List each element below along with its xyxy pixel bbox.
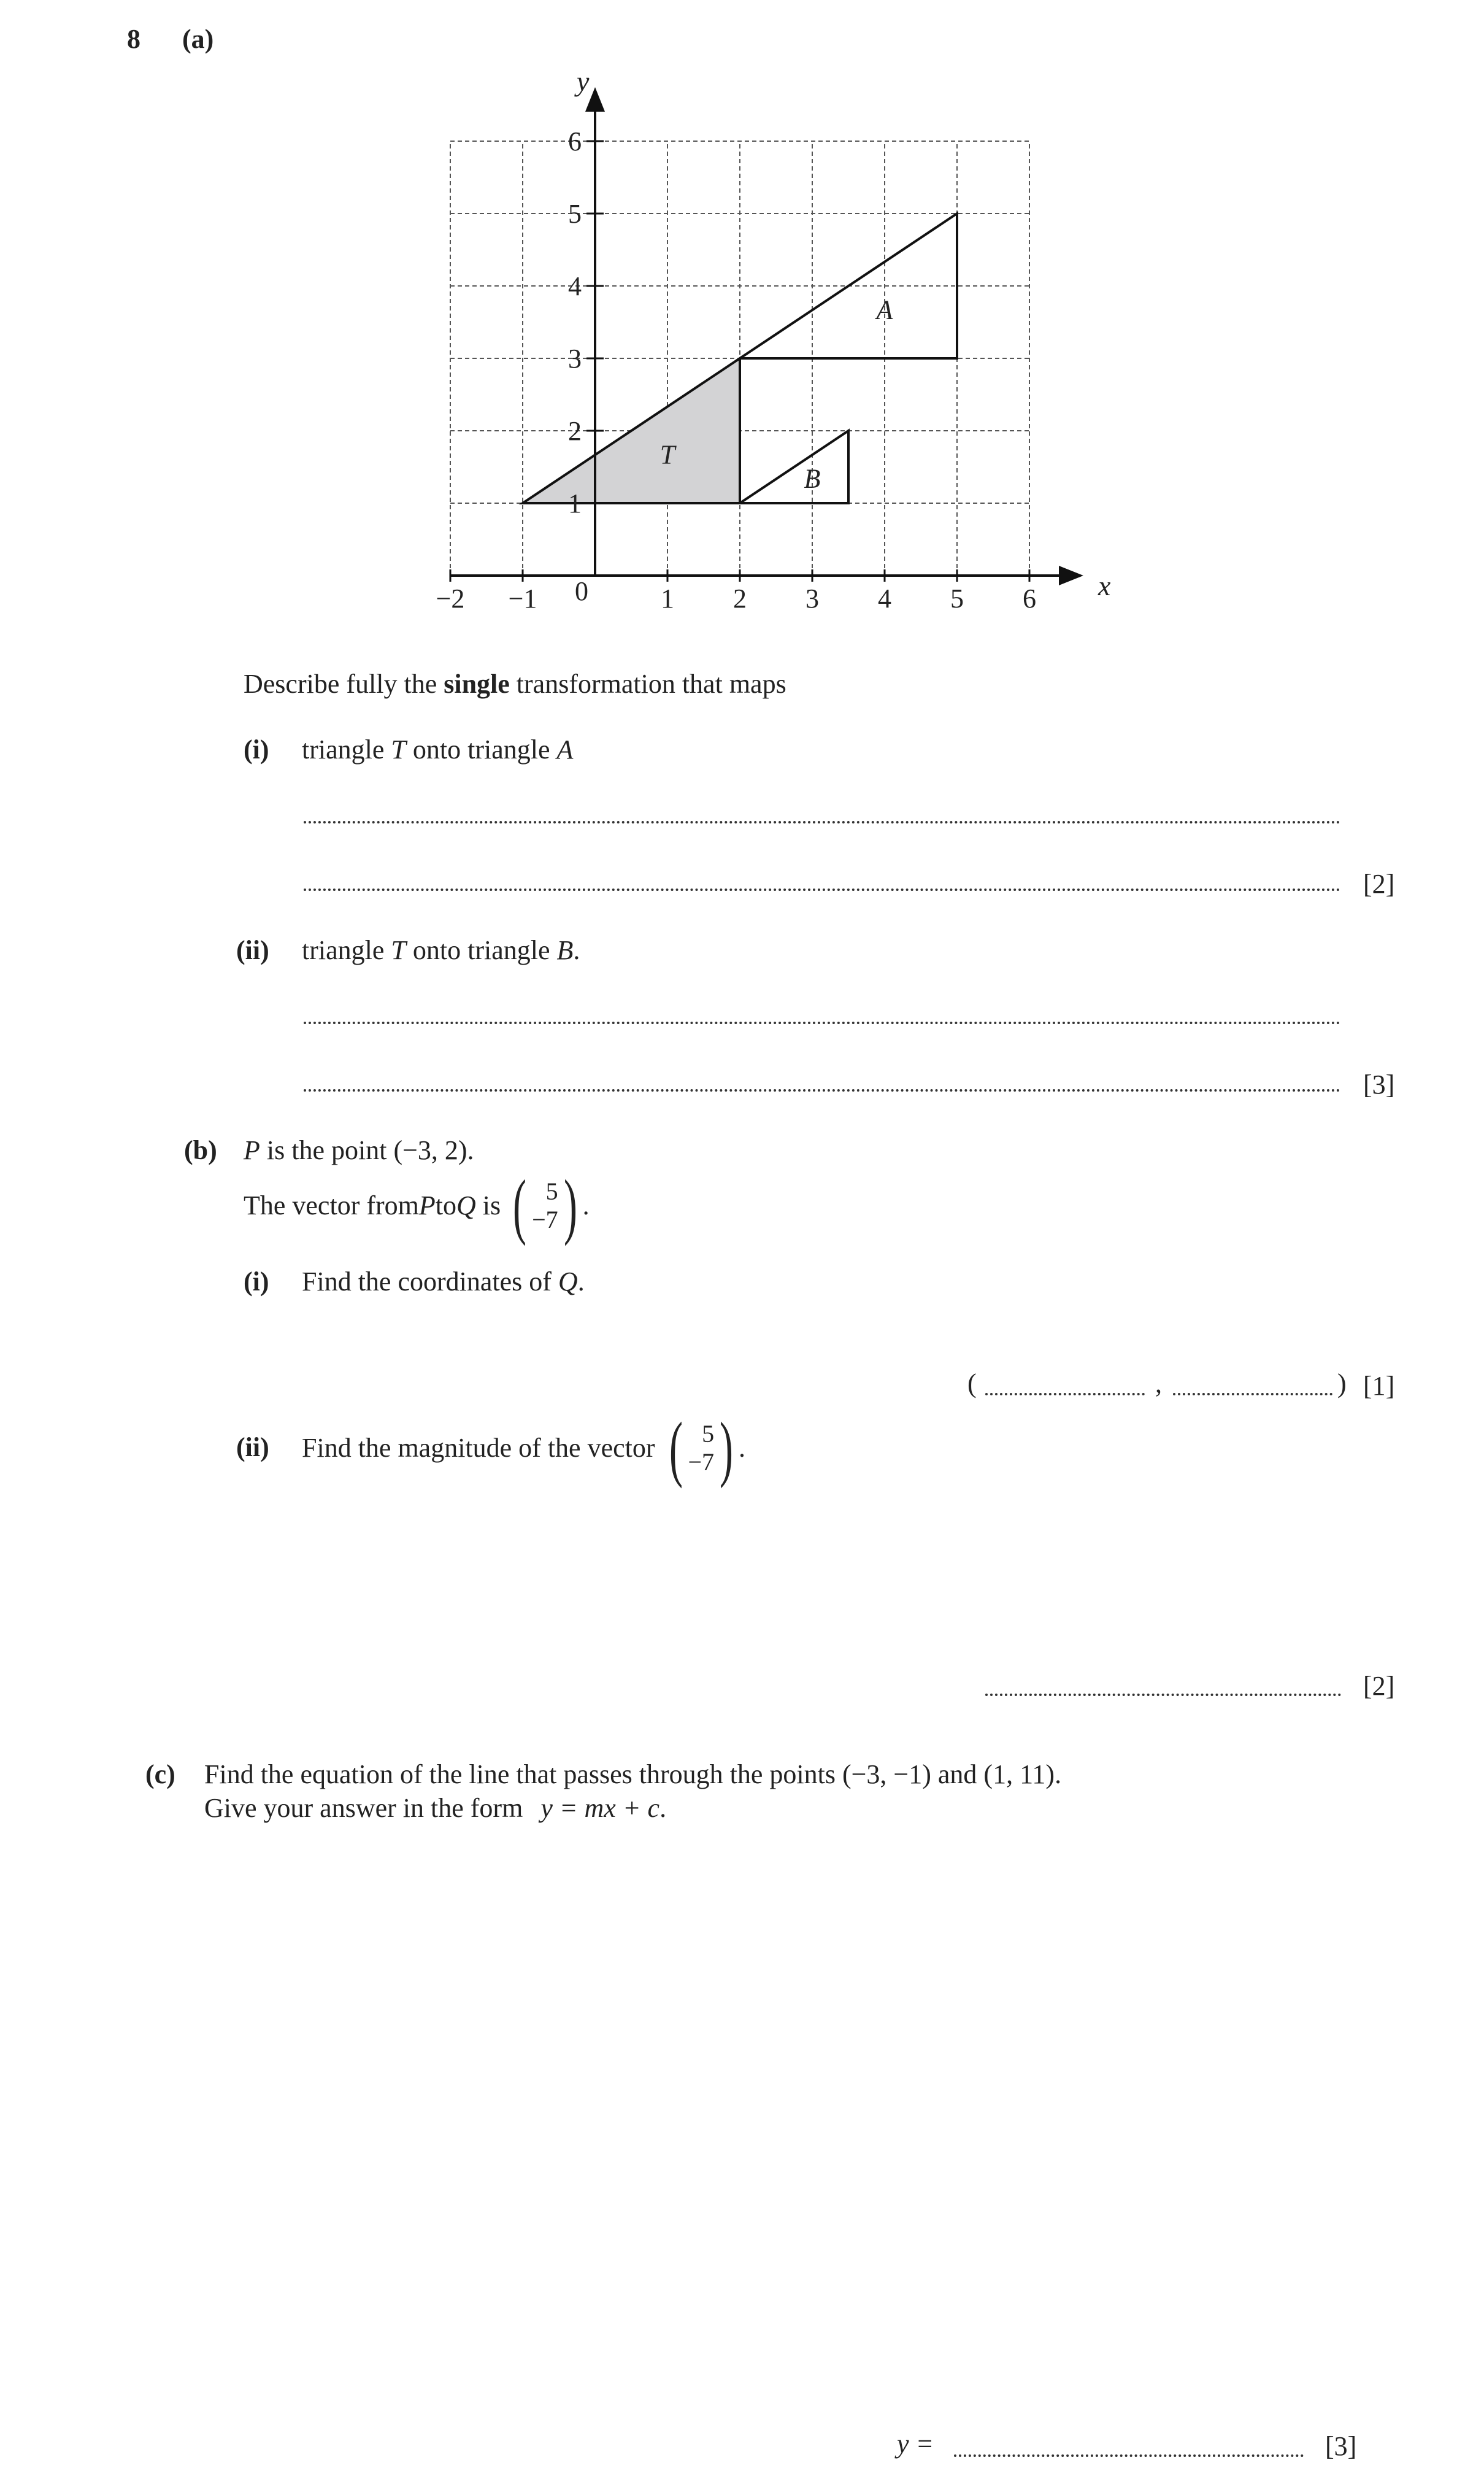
a-i-mark: [2] <box>1363 869 1395 899</box>
b-vec-text-1: The vector from <box>244 1190 419 1220</box>
c-line-2-eq: y = mx + c <box>540 1793 660 1823</box>
a-i-A: A <box>556 734 574 765</box>
part-a-label: (a) <box>182 24 214 54</box>
answer-line-a-i-2[interactable] <box>304 889 1340 891</box>
y-tick-label: 4 <box>568 271 582 301</box>
right-paren-icon: ) <box>563 1165 577 1246</box>
y-tick-label: 5 <box>568 199 582 229</box>
a-ii-text <box>302 937 580 964</box>
answer-line-b-i-x[interactable] <box>985 1393 1145 1395</box>
y-tick-label: 6 <box>568 126 582 156</box>
axes <box>450 66 1111 601</box>
triangle-label-a: A <box>876 295 893 325</box>
answer-line-a-ii-2[interactable] <box>304 1089 1340 1092</box>
b-vec-P: P <box>418 1190 436 1220</box>
intro-bold-single: single <box>444 669 510 699</box>
a-ii-text-1: triangle <box>302 935 391 965</box>
x-tick-label: 4 <box>878 584 891 614</box>
answer-line-c[interactable] <box>954 2454 1304 2457</box>
b-ii-mark: [2] <box>1363 1671 1395 1701</box>
b-intro-text: is the point (−3, 2). <box>260 1135 474 1165</box>
b-ii-text-1: Find the magnitude of the vector <box>302 1433 655 1463</box>
x-tick-label: −2 <box>436 584 465 614</box>
column-vector <box>507 1165 583 1246</box>
a-ii-text-2: onto triangle <box>406 935 557 965</box>
b-i-end: . <box>577 1266 585 1297</box>
x-axis-label: x <box>1098 570 1111 601</box>
part-b-label: (b) <box>184 1135 217 1165</box>
b-ii-label: (ii) <box>236 1432 269 1462</box>
b-i-Q: Q <box>558 1266 578 1297</box>
intro-text-1: Describe fully the <box>244 669 444 699</box>
right-paren-icon: ) <box>720 1407 734 1489</box>
x-tick-label: 6 <box>1023 584 1036 614</box>
answer-line-a-i-1[interactable] <box>304 821 1340 823</box>
b-i-open-paren: ( <box>967 1368 977 1398</box>
c-line-2-text: Give your answer in the form <box>204 1793 530 1823</box>
b-i-text <box>302 1268 585 1295</box>
x-tick-label: 3 <box>805 584 819 614</box>
b-i-comma: , <box>1155 1368 1162 1398</box>
b-ii-text: Find the magnitude of the vector ( 5 −7 ) . <box>302 1407 746 1489</box>
c-mark: [3] <box>1325 2431 1357 2461</box>
triangle-b <box>740 431 848 503</box>
b-vec-to: to <box>435 1190 456 1220</box>
b-vector-statement: The vector from P to Q is ( 5 −7 ) . <box>244 1165 590 1246</box>
a-i-text-1: triangle <box>302 734 391 765</box>
vector-bottom: −7 <box>532 1206 558 1233</box>
b-i-close-paren: ) <box>1337 1368 1347 1398</box>
y-tick-label: 3 <box>568 344 582 374</box>
c-line-1: Find the equation of the line that passes through the points (−3, −1) and (1, 11). <box>204 1759 1062 1789</box>
b-i-mark: [1] <box>1363 1371 1395 1401</box>
b-i-text-1: Find the coordinates of <box>302 1266 558 1297</box>
b-vec-is: is <box>475 1190 508 1220</box>
a-i-label: (i) <box>244 734 269 765</box>
part-a-intro <box>244 671 786 698</box>
a-ii-label: (ii) <box>236 935 269 965</box>
column-vector-2 <box>664 1407 739 1489</box>
x-tick-label: 0 <box>575 576 588 606</box>
c-line-2 <box>204 1795 666 1822</box>
part-c-label: (c) <box>145 1759 175 1789</box>
x-tick-label: 2 <box>733 584 747 614</box>
vector-top: 5 <box>545 1178 558 1205</box>
answer-line-a-ii-1[interactable] <box>304 1022 1340 1024</box>
a-i-T: T <box>391 734 406 765</box>
question-number: 8 <box>127 24 140 54</box>
c-answer-label: y = <box>897 2429 934 2459</box>
vector-bottom-2: −7 <box>688 1448 715 1476</box>
c-line-2-end: . <box>659 1793 667 1823</box>
x-axis-arrow-icon <box>1059 566 1083 585</box>
y-tick-label: 1 <box>568 488 582 519</box>
left-paren-icon: ( <box>669 1407 683 1489</box>
a-ii-end: . <box>573 935 580 965</box>
b-i-label: (i) <box>244 1266 269 1297</box>
y-axis-label: y <box>577 66 590 97</box>
answer-line-b-ii[interactable] <box>985 1694 1341 1696</box>
b-P: P <box>244 1135 260 1165</box>
b-vec-Q: Q <box>456 1190 476 1220</box>
left-paren-icon: ( <box>513 1165 527 1246</box>
b-intro <box>244 1137 474 1164</box>
vector-top-2: 5 <box>702 1420 715 1448</box>
answer-line-b-i-y[interactable] <box>1173 1393 1332 1395</box>
coordinate-grid-diagram <box>417 61 1111 632</box>
x-tick-label: 1 <box>661 584 674 614</box>
triangle-label-t: T <box>659 439 675 470</box>
x-tick-label: −1 <box>508 584 537 614</box>
y-tick-label: 2 <box>568 416 582 446</box>
a-i-text <box>302 736 573 763</box>
a-ii-mark: [3] <box>1363 1070 1395 1100</box>
a-ii-T: T <box>391 935 406 965</box>
a-ii-B: B <box>556 935 574 965</box>
x-tick-label: 5 <box>950 584 964 614</box>
a-i-text-2: onto triangle <box>406 734 557 765</box>
triangle-label-b: B <box>804 463 821 494</box>
intro-text-2: transformation that maps <box>509 669 786 699</box>
